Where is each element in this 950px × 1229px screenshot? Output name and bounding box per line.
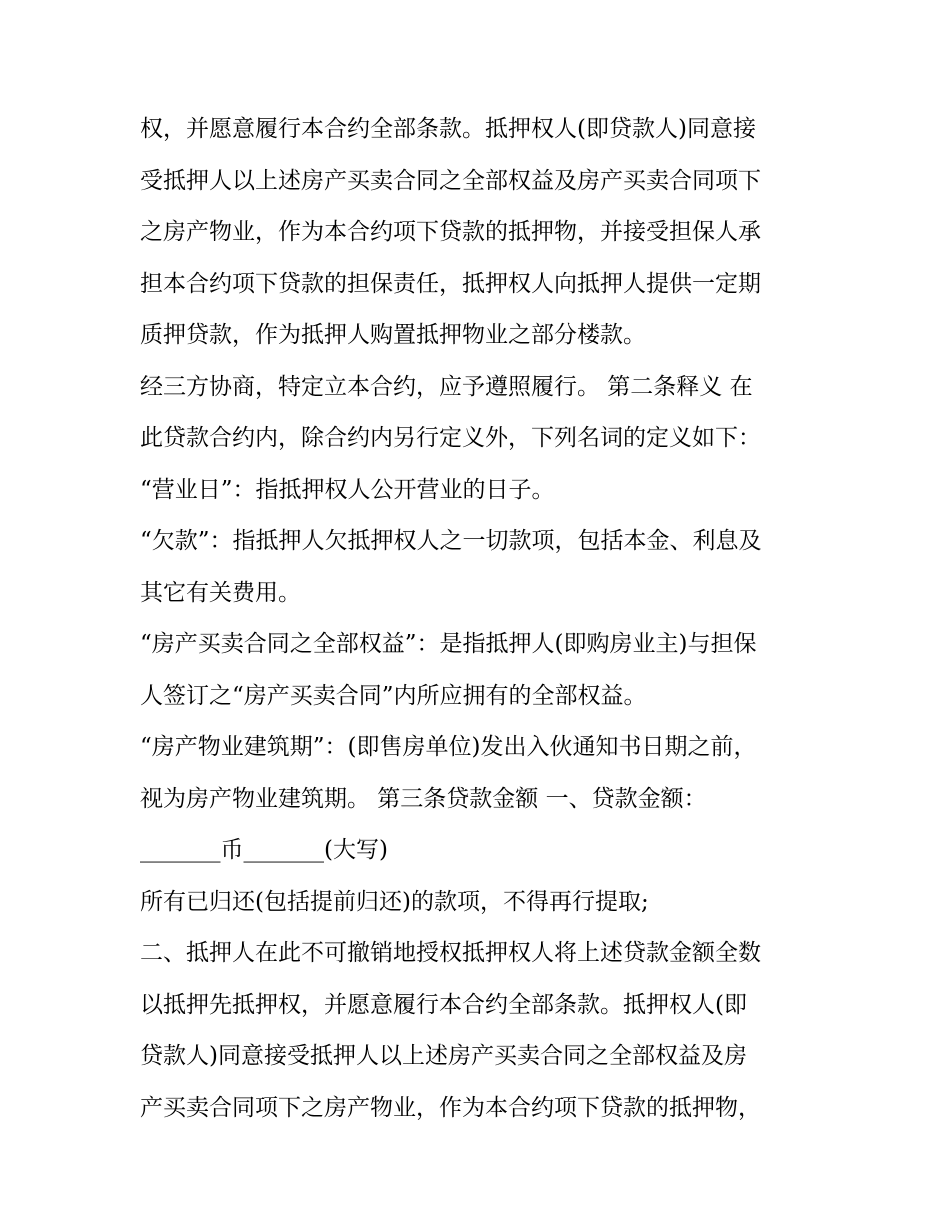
text-line: “房产买卖合同之全部权益”：是指抵押人(即购房业主)与担保 <box>140 631 757 657</box>
text-line: 经三方协商，特定立本合约，应予遵照履行。 第二条释义 在 <box>140 373 753 400</box>
text-line: 之房产物业，作为本合约项下贷款的抵押物，并接受担保人承 <box>140 219 761 245</box>
text-line: _______币_______(大写) <box>140 837 388 863</box>
text-line: 人签订之“房产买卖合同”内所应拥有的全部权益。 <box>140 682 647 709</box>
text-line: 以抵押先抵押权，并愿意履行本合约全部条款。抵押权人(即 <box>140 991 747 1018</box>
text-line: 其它有关费用。 <box>140 579 301 606</box>
text-line: “营业日”：指抵押权人公开营业的日子。 <box>140 476 555 503</box>
text-line: 质押贷款，作为抵押人购置抵押物业之部分楼款。 <box>140 322 646 348</box>
text-line: “欠款”：指抵押人欠抵押权人之一切款项，包括本金、利息及 <box>140 528 762 554</box>
text-line: “房产物业建筑期”：(即售房单位)发出入伙通知书日期之前， <box>140 734 757 760</box>
text-line: 担本合约项下贷款的担保责任，抵押权人向抵押人提供一定期 <box>140 270 761 297</box>
text-line: 所有已归还(包括提前归还)的款项，不得再行提取; <box>140 888 649 915</box>
contract-body-text <box>140 104 820 1134</box>
text-line: 此贷款合约内，除合约内另行定义外，下列名词的定义如下： <box>140 425 761 451</box>
text-line: 受抵押人以上述房产买卖合同之全部权益及房产买卖合同项下 <box>140 167 761 194</box>
text-line: 权，并愿意履行本合约全部条款。抵押权人(即贷款人)同意接 <box>140 116 756 142</box>
text-line: 贷款人)同意接受抵押人以上述房产买卖合同之全部权益及房 <box>140 1043 747 1069</box>
text-line: 二、抵押人在此不可撤销地授权抵押权人将上述贷款金额全数 <box>140 940 761 966</box>
text-line: 产买卖合同项下之房产物业，作为本合约项下贷款的抵押物， <box>140 1094 761 1121</box>
text-line: 视为房产物业建筑期。 第三条贷款金额 一、贷款金额： <box>140 785 707 812</box>
